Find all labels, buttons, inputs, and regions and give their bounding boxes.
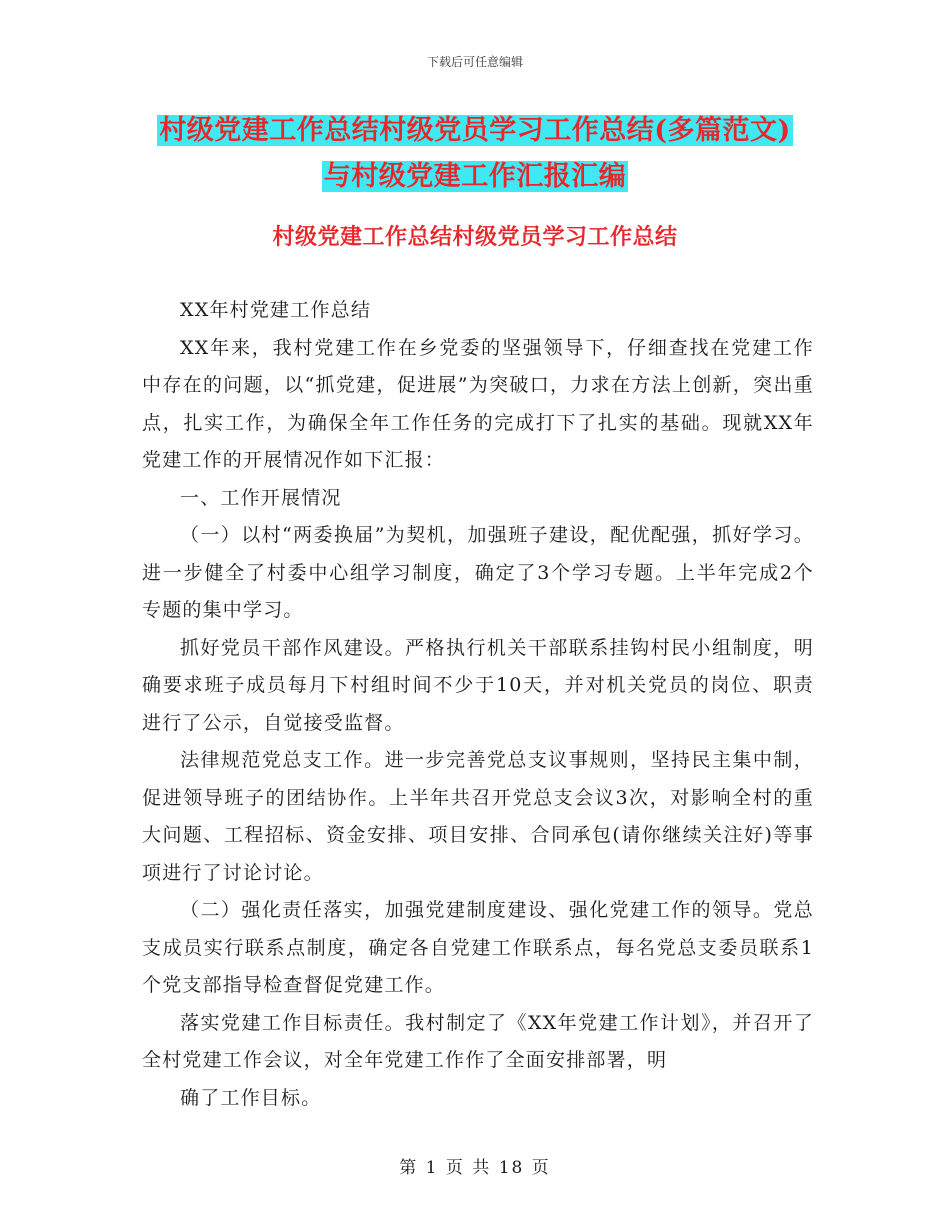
paragraph: 确了工作目标。 bbox=[180, 1086, 322, 1109]
paragraph: （二）强化责任落实，加强党建制度建设、强化党建工作的领导。党总支成员实行联系点制度，确定各自党建工作联系点，每名党总支委员联系1个党支部指导检查督促党建工作。 bbox=[142, 899, 814, 996]
document-body bbox=[142, 292, 814, 1117]
paragraph: XX年来，我村党建工作在乡党委的坚强领导下，仔细查找在党建工作中存在的问题，以“抓党建，促进展”为突破口，力求在方法上创新，突出重点，扎实工作，为确保全年工作任务的完成打下了扎实的基础。现就XX年党建工作的开展情况作如下汇报： bbox=[142, 336, 814, 471]
paragraph: 法律规范党总支工作。进一步完善党总支议事规则，坚持民主集中制，促进领导班子的团结协作。上半年共召开党总支会议3次，对影响全村的重大问题、工程招标、资金安排、项目安排、合同承包(请你继续关注好)等事项进行了讨论讨论。 bbox=[142, 749, 814, 884]
paragraph: 落实党建工作目标责任。我村制定了《XX年党建工作计划》，并召开了全村党建工作会议，对全年党建工作作了全面安排部署，明 bbox=[142, 1011, 814, 1071]
paragraph-section-heading: 一、工作开展情况 bbox=[180, 486, 342, 509]
document-title bbox=[0, 108, 950, 200]
header-note: 下载后可任意编辑 bbox=[426, 55, 523, 69]
section-title: 村级党建工作总结村级党员学习工作总结 bbox=[272, 224, 678, 250]
paragraph: （一）以村“两委换届”为契机，加强班子建设，配优配强，抓好学习。进一步健全了村委中心组学习制度，确定了3个学习专题。上半年完成2个专题的集中学习。 bbox=[142, 524, 814, 621]
page-number-footer: 第 1 页 共 18 页 bbox=[399, 1158, 551, 1178]
paragraph-heading: XX年村党建工作总结 bbox=[180, 299, 372, 321]
title-line-2: 与村级党建工作汇报汇编 bbox=[323, 161, 627, 192]
title-line-1: 村级党建工作总结村级党员学习工作总结(多篇范文) bbox=[159, 115, 791, 146]
paragraph: 抓好党员干部作风建设。严格执行机关干部联系挂钩村民小组制度，明确要求班子成员每月下村组时间不少于10天，并对机关党员的岗位、职责进行了公示，自觉接受监督。 bbox=[142, 636, 814, 734]
